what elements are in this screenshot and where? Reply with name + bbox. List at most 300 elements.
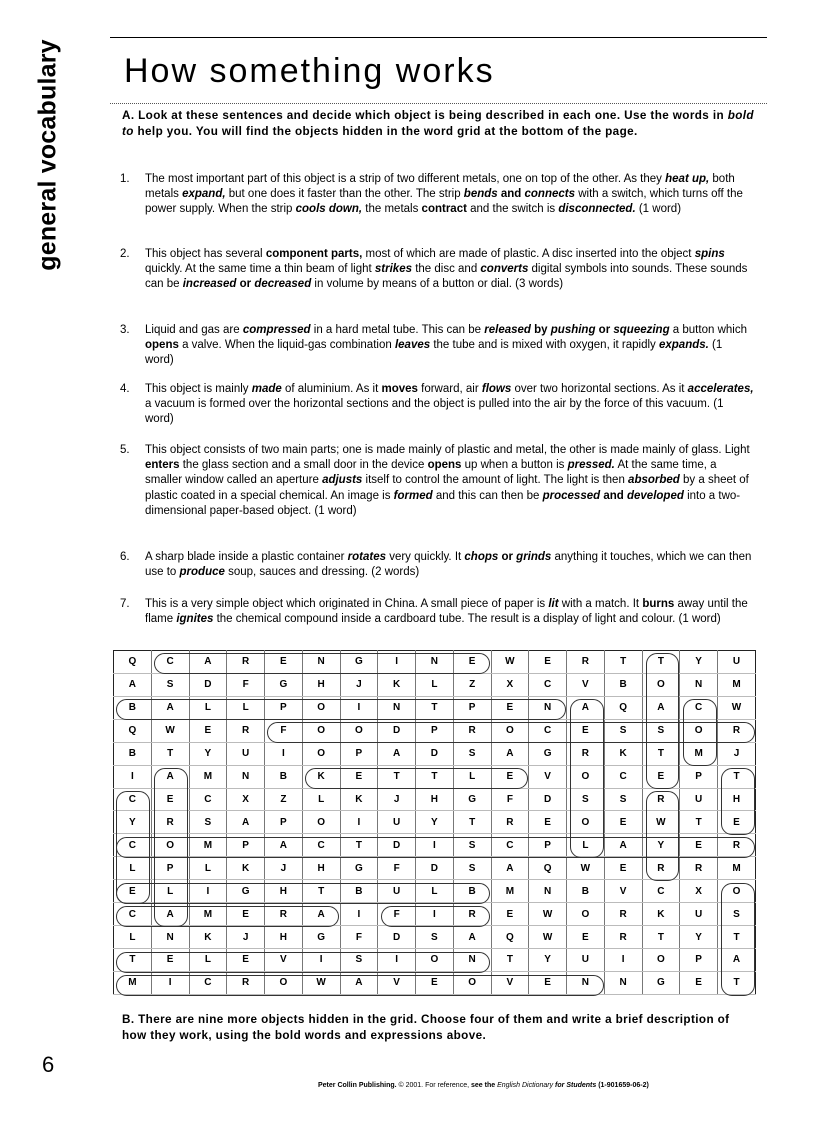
grid-letter: P <box>529 834 567 857</box>
grid-letter: Y <box>529 948 567 971</box>
grid-letter: H <box>265 880 303 903</box>
sentence-text <box>145 443 754 519</box>
grid-letter: M <box>491 880 529 903</box>
grid-letter: L <box>416 880 454 903</box>
grid-letter: S <box>189 811 227 834</box>
sentence-text <box>145 597 754 627</box>
text-run: and this can then be <box>432 489 543 502</box>
grid-letter: W <box>718 696 756 719</box>
grid-letter: S <box>453 834 491 857</box>
page-number: 6 <box>42 1052 55 1077</box>
grid-letter: O <box>567 765 605 788</box>
grid-letter: D <box>416 857 454 880</box>
grid-letter: R <box>680 857 718 880</box>
grid-letter: O <box>302 719 340 742</box>
keyword: increased <box>182 278 237 291</box>
grid-letter: R <box>227 971 265 994</box>
grid-letter: C <box>189 971 227 994</box>
grid-letter: N <box>680 673 718 696</box>
grid-letter: C <box>114 903 152 926</box>
text-run: both metals <box>145 173 735 201</box>
grid-letter: V <box>567 673 605 696</box>
keyword: lit <box>548 598 559 611</box>
grid-letter: B <box>453 880 491 903</box>
grid-letter: W <box>302 971 340 994</box>
footer-copyright: © 2001. For reference, <box>396 1082 471 1089</box>
grid-row <box>114 788 756 811</box>
grid-letter: O <box>642 948 680 971</box>
grid-letter: B <box>265 765 303 788</box>
footer-see: see the <box>470 1082 498 1089</box>
grid-row <box>114 651 756 674</box>
grid-letter: A <box>265 834 303 857</box>
grid-letter: O <box>680 719 718 742</box>
keyword: formed <box>393 489 433 502</box>
grid-letter: C <box>114 788 152 811</box>
grid-row <box>114 696 756 719</box>
grid-letter: K <box>378 673 416 696</box>
grid-letter: J <box>265 857 303 880</box>
grid-letter: T <box>416 765 454 788</box>
grid-letter: L <box>151 880 189 903</box>
grid-letter: I <box>114 765 152 788</box>
grid-letter: E <box>491 696 529 719</box>
keyword: rotates <box>347 551 387 564</box>
grid-letter: N <box>529 696 567 719</box>
grid-letter: L <box>453 765 491 788</box>
grid-letter: R <box>718 719 756 742</box>
sentence-number: 6. <box>120 551 130 563</box>
grid-letter: A <box>340 971 378 994</box>
grid-letter: W <box>529 903 567 926</box>
grid-letter: I <box>340 811 378 834</box>
part-a-text-1: A. Look at these sentences and decide which object is being described in each one. Use the words in <box>122 109 728 122</box>
grid-letter: P <box>151 857 189 880</box>
grid-letter: A <box>567 696 605 719</box>
grid-letter: W <box>491 651 529 674</box>
text-run: (1 word) <box>145 339 723 367</box>
keyword: absorbed <box>628 474 680 487</box>
keyword: released <box>484 324 531 337</box>
sentence-3 <box>120 323 754 369</box>
sentence-4 <box>120 382 754 428</box>
grid-letter: N <box>227 765 265 788</box>
word-grid <box>113 650 756 995</box>
sentence-2 <box>120 247 754 293</box>
text-run: most of which are made of plastic. A disc inserted into the object <box>362 248 695 261</box>
grid-letter: O <box>416 948 454 971</box>
grid-letter: L <box>189 696 227 719</box>
grid-letter: U <box>680 903 718 926</box>
text-run: of aluminium. As it <box>281 383 382 396</box>
grid-letter: N <box>604 971 642 994</box>
grid-row <box>114 926 756 949</box>
grid-letter: J <box>340 673 378 696</box>
text-run: the glass section and a small door in the device <box>179 459 428 472</box>
grid-letter: I <box>416 903 454 926</box>
grid-letter: J <box>378 788 416 811</box>
grid-letter: A <box>227 811 265 834</box>
text-run: Liquid and gas are <box>145 324 243 337</box>
sentence-number: 3. <box>120 324 130 336</box>
grid-letter: S <box>567 788 605 811</box>
text-run: into a two-dimensional paper-based object. (1 word) <box>145 489 741 517</box>
grid-letter: E <box>114 880 152 903</box>
grid-letter: C <box>302 834 340 857</box>
grid-letter: R <box>604 926 642 949</box>
grid-letter: K <box>302 765 340 788</box>
text-run: a button which <box>669 324 747 337</box>
keyword: spins <box>694 248 725 261</box>
grid-letter: U <box>227 742 265 765</box>
grid-letter: Y <box>642 834 680 857</box>
grid-letter: E <box>567 926 605 949</box>
grid-letter: C <box>491 834 529 857</box>
grid-letter: I <box>378 651 416 674</box>
keyword: accelerates, <box>687 383 754 396</box>
grid-letter: U <box>718 651 756 674</box>
grid-letter: S <box>416 926 454 949</box>
grid-letter: R <box>453 903 491 926</box>
grid-letter: A <box>151 765 189 788</box>
grid-letter: O <box>491 719 529 742</box>
keyword: leaves <box>394 339 431 352</box>
top-rule <box>110 37 767 38</box>
text-run: a vacuum is formed over the horizontal sections and the object is pulled into the air by the force of this vacuum. (1 word) <box>145 398 724 426</box>
grid-letter: R <box>604 903 642 926</box>
keyword: made <box>251 383 282 396</box>
grid-letter: J <box>718 742 756 765</box>
grid-letter: B <box>114 742 152 765</box>
grid-row <box>114 857 756 880</box>
grid-letter: P <box>227 834 265 857</box>
grid-letter: T <box>302 880 340 903</box>
grid-row <box>114 948 756 971</box>
part-a-bold-to: bold to <box>122 109 754 138</box>
grid-letter: E <box>416 971 454 994</box>
grid-letter: L <box>189 948 227 971</box>
grid-letter: C <box>189 788 227 811</box>
grid-letter: A <box>604 834 642 857</box>
grid-letter: G <box>227 880 265 903</box>
grid-letter: E <box>453 651 491 674</box>
grid-letter: R <box>151 811 189 834</box>
keyword: bends <box>463 188 498 201</box>
grid-letter: O <box>453 971 491 994</box>
keyword: pushing <box>550 324 596 337</box>
grid-letter: L <box>302 788 340 811</box>
keyword: adjusts <box>322 474 363 487</box>
sentence-1 <box>120 172 754 218</box>
grid-letter: T <box>151 742 189 765</box>
grid-letter: U <box>567 948 605 971</box>
sentence-number: 5. <box>120 444 130 456</box>
grid-letter: W <box>151 719 189 742</box>
text-run: up when a button is <box>461 459 568 472</box>
grid-letter: G <box>529 742 567 765</box>
grid-letter: C <box>680 696 718 719</box>
keyword: pressed. <box>567 459 615 472</box>
grid-letter: L <box>567 834 605 857</box>
grid-letter: G <box>453 788 491 811</box>
sentence-text <box>145 172 754 218</box>
grid-letter: M <box>189 903 227 926</box>
grid-letter: T <box>718 926 756 949</box>
keyword: developed <box>626 489 684 502</box>
grid-letter: K <box>642 903 680 926</box>
text-run: in a hard metal tube. This can be <box>310 324 485 337</box>
grid-letter: Q <box>491 926 529 949</box>
grid-letter: E <box>529 971 567 994</box>
keyword: chops <box>464 551 499 564</box>
text-run: but one does it faster than the other. The strip <box>225 188 464 201</box>
text-run: A sharp blade inside a plastic container <box>145 551 348 564</box>
grid-letter: T <box>680 811 718 834</box>
grid-letter: L <box>114 857 152 880</box>
grid-letter: O <box>567 903 605 926</box>
footer-for-students: for Students <box>553 1082 597 1089</box>
grid-letter: E <box>567 719 605 742</box>
grid-letter: X <box>227 788 265 811</box>
grid-letter: T <box>604 651 642 674</box>
grid-letter: M <box>718 857 756 880</box>
grid-letter: M <box>680 742 718 765</box>
grid-letter: E <box>227 948 265 971</box>
keyword: expands. <box>658 339 709 352</box>
grid-letter: T <box>378 765 416 788</box>
grid-letter: O <box>718 880 756 903</box>
grid-letter: Z <box>453 673 491 696</box>
grid-letter: Q <box>114 719 152 742</box>
grid-letter: E <box>680 971 718 994</box>
grid-letter: I <box>302 948 340 971</box>
text-run: with a switch, which turns off the power supply. When the strip <box>145 188 743 216</box>
grid-letter: R <box>642 857 680 880</box>
keyword: cools down, <box>295 203 363 216</box>
grid-letter: M <box>189 834 227 857</box>
grid-letter: B <box>340 880 378 903</box>
grid-letter: G <box>302 926 340 949</box>
grid-letter: P <box>265 811 303 834</box>
grid-letter: O <box>302 742 340 765</box>
grid-letter: A <box>491 742 529 765</box>
grid-letter: B <box>604 673 642 696</box>
sentence-text <box>145 382 754 428</box>
grid-letter: E <box>491 903 529 926</box>
text-run: quickly. At the same time a thin beam of light <box>145 263 375 276</box>
grid-letter: N <box>378 696 416 719</box>
grid-letter: O <box>567 811 605 834</box>
grid-letter: T <box>718 765 756 788</box>
bold-word: enters <box>145 459 180 472</box>
sentence-number: 7. <box>120 598 130 610</box>
text-run: by a sheet of plastic coated in a special chemical. An image is <box>145 474 749 502</box>
sentence-number: 2. <box>120 248 130 260</box>
grid-letter: D <box>529 788 567 811</box>
grid-letter: E <box>189 719 227 742</box>
grid-letter: W <box>642 811 680 834</box>
grid-letter: L <box>114 926 152 949</box>
keyword: produce <box>179 566 225 579</box>
grid-letter: A <box>189 651 227 674</box>
grid-letter: H <box>302 857 340 880</box>
grid-letter: I <box>416 834 454 857</box>
text-run: in volume by means of a button or dial. (3 words) <box>311 278 564 291</box>
grid-letter: F <box>378 857 416 880</box>
grid-letter: Y <box>114 811 152 834</box>
grid-row <box>114 903 756 926</box>
grid-letter: F <box>265 719 303 742</box>
grid-letter: Q <box>604 696 642 719</box>
grid-letter: R <box>567 742 605 765</box>
grid-letter: I <box>189 880 227 903</box>
text-run: over two horizontal sections. As it <box>511 383 688 396</box>
grid-letter: A <box>151 696 189 719</box>
grid-letter: R <box>453 719 491 742</box>
grid-letter: D <box>378 834 416 857</box>
text-run: the metals <box>362 203 422 216</box>
text-run: digital symbols into sounds. These sounds can be <box>145 263 748 291</box>
grid-letter: N <box>529 880 567 903</box>
grid-letter: C <box>151 651 189 674</box>
grid-letter: P <box>680 765 718 788</box>
grid-letter: E <box>151 788 189 811</box>
grid-letter: Q <box>529 857 567 880</box>
grid-letter: D <box>378 926 416 949</box>
grid-letter: I <box>604 948 642 971</box>
text-run: This object consists of two main parts; one is made mainly of plastic and metal, the other is made mainly of glass. Light <box>145 444 750 457</box>
text-run: itself to control the amount of light. The light is then <box>362 474 629 487</box>
grid-letter: P <box>340 742 378 765</box>
grid-letter: C <box>529 673 567 696</box>
grid-letter: T <box>718 971 756 994</box>
grid-letter: W <box>529 926 567 949</box>
grid-letter: B <box>114 696 152 719</box>
grid-letter: O <box>302 696 340 719</box>
grid-letter: E <box>151 948 189 971</box>
text-run: very quickly. It <box>386 551 465 564</box>
grid-letter: V <box>604 880 642 903</box>
grid-letter: N <box>302 651 340 674</box>
grid-letter: H <box>302 673 340 696</box>
sentence-7 <box>120 597 754 627</box>
grid-letter: Y <box>680 651 718 674</box>
grid-letter: E <box>604 811 642 834</box>
sentence-text <box>145 323 754 369</box>
grid-letter: Y <box>680 926 718 949</box>
text-run: forward, air <box>417 383 482 396</box>
sentence-5 <box>120 443 754 519</box>
grid-row <box>114 742 756 765</box>
grid-letter: S <box>604 719 642 742</box>
keyword: processed <box>542 489 601 502</box>
part-b-instructions: B. There are nine more objects hidden in the grid. Choose four of them and write a brief description of how they work, using the bold words and expressions above. <box>122 1013 730 1042</box>
grid-letter: R <box>265 903 303 926</box>
grid-letter: T <box>642 742 680 765</box>
footer-publisher: Peter Collin Publishing. <box>318 1082 397 1089</box>
grid-letter: I <box>340 903 378 926</box>
text-run: the disc and <box>412 263 481 276</box>
part-a-text-2: help you. You will find the objects hidden in the word grid at the bottom of the page. <box>133 124 638 138</box>
bold-word: burns <box>642 598 675 611</box>
keyword: squeezing <box>613 324 670 337</box>
grid-letter: J <box>227 926 265 949</box>
text-run: This object is mainly <box>145 383 252 396</box>
grid-letter: E <box>340 765 378 788</box>
keyword: decreased <box>254 278 312 291</box>
keyword: compressed <box>242 324 311 337</box>
text-run: (1 word) <box>635 203 682 216</box>
grid-letter: P <box>416 719 454 742</box>
side-label: general vocabulary <box>33 39 62 271</box>
grid-letter: F <box>491 788 529 811</box>
grid-letter: U <box>680 788 718 811</box>
keyword: disconnected. <box>558 203 636 216</box>
grid-letter: P <box>265 696 303 719</box>
grid-letter: R <box>642 788 680 811</box>
grid-letter: F <box>340 926 378 949</box>
sentence-6 <box>120 550 754 580</box>
grid-letter: C <box>642 880 680 903</box>
grid-letter: Z <box>265 788 303 811</box>
grid-letter: A <box>378 742 416 765</box>
grid-letter: N <box>151 926 189 949</box>
grid-letter: H <box>416 788 454 811</box>
grid-letter: O <box>302 811 340 834</box>
grid-letter: G <box>265 673 303 696</box>
keyword: ignites <box>176 613 214 626</box>
grid-letter: S <box>340 948 378 971</box>
grid-letter: S <box>453 742 491 765</box>
text-run: and the switch is <box>466 203 559 216</box>
grid-letter: S <box>718 903 756 926</box>
keyword: grinds <box>516 551 552 564</box>
grid-letter: G <box>340 857 378 880</box>
part-a-intro <box>122 108 754 139</box>
title-rule <box>110 103 767 104</box>
grid-letter: T <box>642 926 680 949</box>
grid-letter: M <box>189 765 227 788</box>
grid-letter: R <box>227 719 265 742</box>
grid-letter: R <box>567 651 605 674</box>
grid-letter: E <box>642 765 680 788</box>
keyword: heat up, <box>665 173 710 186</box>
grid-letter: V <box>265 948 303 971</box>
grid-letter: L <box>227 696 265 719</box>
grid-letter: Y <box>416 811 454 834</box>
text-run: At the same time, a smaller window called an aperture <box>145 459 717 487</box>
grid-letter: H <box>265 926 303 949</box>
grid-letter: T <box>340 834 378 857</box>
grid-letter: O <box>340 719 378 742</box>
grid-letter: E <box>718 811 756 834</box>
keyword: flows <box>481 383 512 396</box>
text-run: anything it touches, which we can then use to <box>145 551 752 579</box>
grid-letter: C <box>114 834 152 857</box>
grid-letter: M <box>718 673 756 696</box>
grid-letter: S <box>453 857 491 880</box>
grid-letter: X <box>491 673 529 696</box>
grid-letter: X <box>680 880 718 903</box>
grid-row <box>114 971 756 994</box>
grid-letter: W <box>567 857 605 880</box>
bold-word: moves <box>381 383 418 396</box>
bold-word: and <box>600 489 627 502</box>
grid-letter: K <box>340 788 378 811</box>
bold-word: or <box>498 551 517 564</box>
grid-letter: P <box>453 696 491 719</box>
grid-letter: H <box>718 788 756 811</box>
